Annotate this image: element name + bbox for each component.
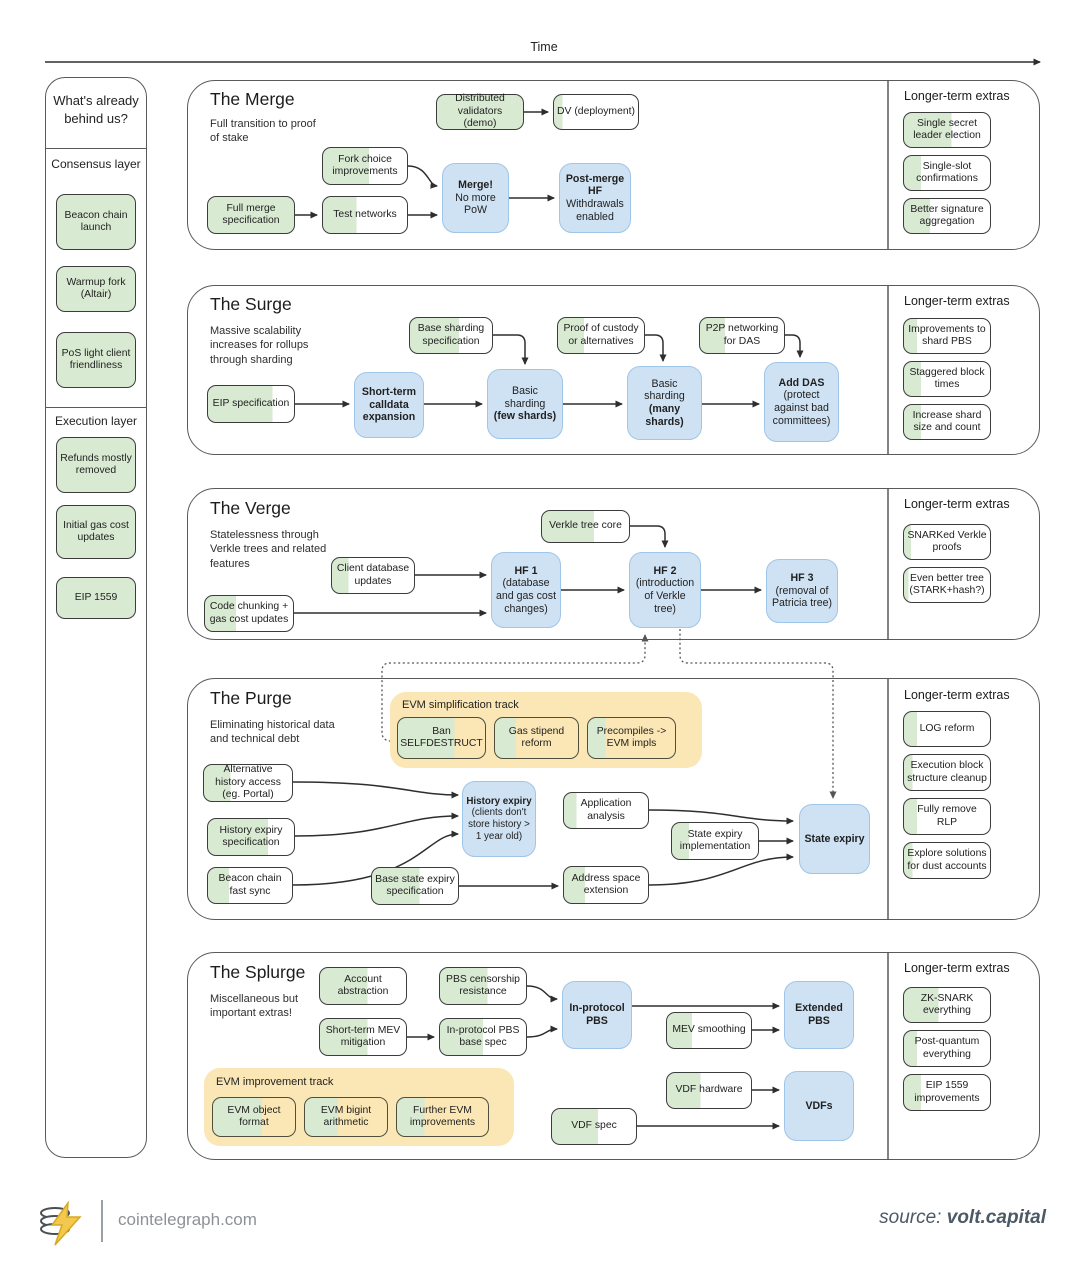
node-merge-milestone: Merge! No more PoW xyxy=(442,163,509,233)
time-axis-label: Time xyxy=(530,40,558,54)
node-verkle-tree-core: Verkle tree core xyxy=(541,510,630,543)
extra-explore-dust-accounts: Explore solutions for dust accounts xyxy=(903,842,991,879)
purge-subtitle: Eliminating historical data and technical debt xyxy=(210,719,335,746)
evm-improvement-track-label: EVM improvement track xyxy=(216,1076,334,1088)
node-alternative-history-access: Alternative history access (eg. Portal) xyxy=(203,764,293,802)
source-name: volt.capital xyxy=(946,1207,1046,1228)
extra-zk-snark-everything: ZK-SNARK everything xyxy=(903,987,991,1023)
node-refunds-removed: Refunds mostly removed xyxy=(56,437,136,493)
node-application-analysis: Application analysis xyxy=(563,792,649,829)
node-dv-deployment: DV (deployment) xyxy=(553,94,639,130)
execution-layer-label: Execution layer xyxy=(54,414,138,428)
extra-improvements-shard-pbs: Improvements to shard PBS xyxy=(903,318,991,354)
source-prefix: source: xyxy=(879,1207,942,1228)
node-eip-1559: EIP 1559 xyxy=(56,577,136,619)
node-full-merge-specification: Full merge specification xyxy=(207,196,295,234)
purge-title: The Purge xyxy=(210,688,292,708)
node-hf1: HF 1 (database and gas cost changes) xyxy=(491,552,561,628)
node-further-evm-improvements: Further EVM improvements xyxy=(396,1097,489,1137)
node-eip-specification: EIP specification xyxy=(207,385,295,423)
merge-title: The Merge xyxy=(210,89,295,109)
extra-log-reform: LOG reform xyxy=(903,711,991,747)
node-basic-sharding-many: Basic sharding (many shards) xyxy=(627,366,702,440)
node-beacon-chain-launch: Beacon chain launch xyxy=(56,194,136,250)
node-add-das: Add DAS (protect against bad committees) xyxy=(764,362,839,442)
merge-extras-title: Longer-term extras xyxy=(904,89,1010,103)
verge-title: The Verge xyxy=(210,498,291,518)
node-hf3: HF 3 (removal of Patricia tree) xyxy=(766,559,838,623)
node-test-networks: Test networks xyxy=(322,196,408,234)
node-basic-sharding-few: Basic sharding (few shards) xyxy=(487,369,563,439)
node-base-sharding-spec: Base sharding specification xyxy=(409,317,493,354)
node-vdf-spec: VDF spec xyxy=(551,1108,637,1145)
node-pos-light-client: PoS light client friendliness xyxy=(56,332,136,388)
extra-eip-1559-improvements: EIP 1559 improvements xyxy=(903,1074,991,1111)
node-vdfs: VDFs xyxy=(784,1071,854,1141)
surge-subtitle: Massive scalability increases for rollups through sharding xyxy=(210,325,309,366)
node-beacon-chain-fast-sync: Beacon chain fast sync xyxy=(207,867,293,904)
extra-increase-shard-size: Increase shard size and count xyxy=(903,404,991,440)
extra-single-slot-confirmations: Single-slot confirmations xyxy=(903,155,991,191)
extra-fully-remove-rlp: Fully remove RLP xyxy=(903,798,991,835)
extra-staggered-block-times: Staggered block times xyxy=(903,361,991,397)
extra-post-quantum-everything: Post-quantum everything xyxy=(903,1030,991,1067)
node-evm-bigint-arithmetic: EVM bigint arithmetic xyxy=(304,1097,388,1137)
node-state-expiry-implementation: State expiry implementation xyxy=(671,822,759,860)
sidebar-divider xyxy=(45,407,147,408)
node-proof-of-custody: Proof of custody or alternatives xyxy=(557,317,645,354)
source-attribution xyxy=(879,1207,1046,1229)
node-p2p-networking-das: P2P networking for DAS xyxy=(699,317,785,354)
surge-extras-title: Longer-term extras xyxy=(904,294,1010,308)
node-in-protocol-pbs: In-protocol PBS xyxy=(562,981,632,1049)
node-in-protocol-pbs-base-spec: In-protocol PBS base spec xyxy=(439,1018,527,1056)
node-mev-smoothing: MEV smoothing xyxy=(666,1012,752,1049)
extra-single-secret-leader: Single secret leader election xyxy=(903,112,991,148)
extra-even-better-tree: Even better tree (STARK+hash?) xyxy=(903,567,991,603)
sidebar-title: What's already behind us? xyxy=(53,93,139,126)
node-short-term-calldata: Short-term calldata expansion xyxy=(354,372,424,438)
node-base-state-expiry-spec: Base state expiry specification xyxy=(371,867,459,905)
node-extended-pbs: Extended PBS xyxy=(784,981,854,1049)
verge-subtitle: Statelessness through Verkle trees and related features xyxy=(210,529,327,570)
node-code-chunking: Code chunking + gas cost updates xyxy=(204,595,294,632)
extra-execution-block-cleanup: Execution block structure cleanup xyxy=(903,754,991,791)
node-account-abstraction: Account abstraction xyxy=(319,967,407,1005)
node-fork-choice: Fork choice improvements xyxy=(322,147,408,185)
footer-divider xyxy=(101,1200,103,1242)
node-ban-selfdestruct: Ban SELFDESTRUCT xyxy=(397,717,486,759)
extra-snarked-verkle-proofs: SNARKed Verkle proofs xyxy=(903,524,991,560)
purge-extras-title: Longer-term extras xyxy=(904,688,1010,702)
evm-simplification-track-label: EVM simplification track xyxy=(402,699,519,711)
merge-subtitle: Full transition to proof of stake xyxy=(210,118,316,145)
node-history-expiry-spec: History expiry specification xyxy=(207,818,295,856)
node-state-expiry: State expiry xyxy=(799,804,870,874)
surge-title: The Surge xyxy=(210,294,292,314)
extra-better-signature-aggregation: Better signature aggregation xyxy=(903,198,991,234)
splurge-extras-title: Longer-term extras xyxy=(904,961,1010,975)
node-warmup-fork-altair: Warmup fork (Altair) xyxy=(56,266,136,312)
node-vdf-hardware: VDF hardware xyxy=(666,1072,752,1109)
node-initial-gas-cost: Initial gas cost updates xyxy=(56,505,136,559)
cointelegraph-logo-icon xyxy=(38,1199,90,1249)
consensus-layer-label: Consensus layer xyxy=(51,157,141,171)
sidebar-divider xyxy=(45,148,147,149)
node-short-term-mev-mitigation: Short-term MEV mitigation xyxy=(319,1018,407,1056)
splurge-title: The Splurge xyxy=(210,962,306,982)
node-history-expiry: History expiry (clients don't store history > 1 year old) xyxy=(462,781,536,857)
node-distributed-validators: Distributed validators (demo) xyxy=(436,94,524,130)
node-precompiles-evm-impls: Precompiles -> EVM impls xyxy=(587,717,676,759)
node-post-merge-hf: Post-merge HF Withdrawals enabled xyxy=(559,163,631,233)
node-address-space-extension: Address space extension xyxy=(563,866,649,904)
verge-extras-title: Longer-term extras xyxy=(904,497,1010,511)
node-evm-object-format: EVM object format xyxy=(212,1097,296,1137)
cointelegraph-site-label: cointelegraph.com xyxy=(118,1210,257,1229)
node-client-database-updates: Client database updates xyxy=(331,557,415,594)
node-gas-stipend-reform: Gas stipend reform xyxy=(494,717,579,759)
node-pbs-censorship-resistance: PBS censorship resistance xyxy=(439,967,527,1005)
node-hf2: HF 2 (introduction of Verkle tree) xyxy=(629,552,701,628)
splurge-subtitle: Miscellaneous but important extras! xyxy=(210,993,299,1020)
